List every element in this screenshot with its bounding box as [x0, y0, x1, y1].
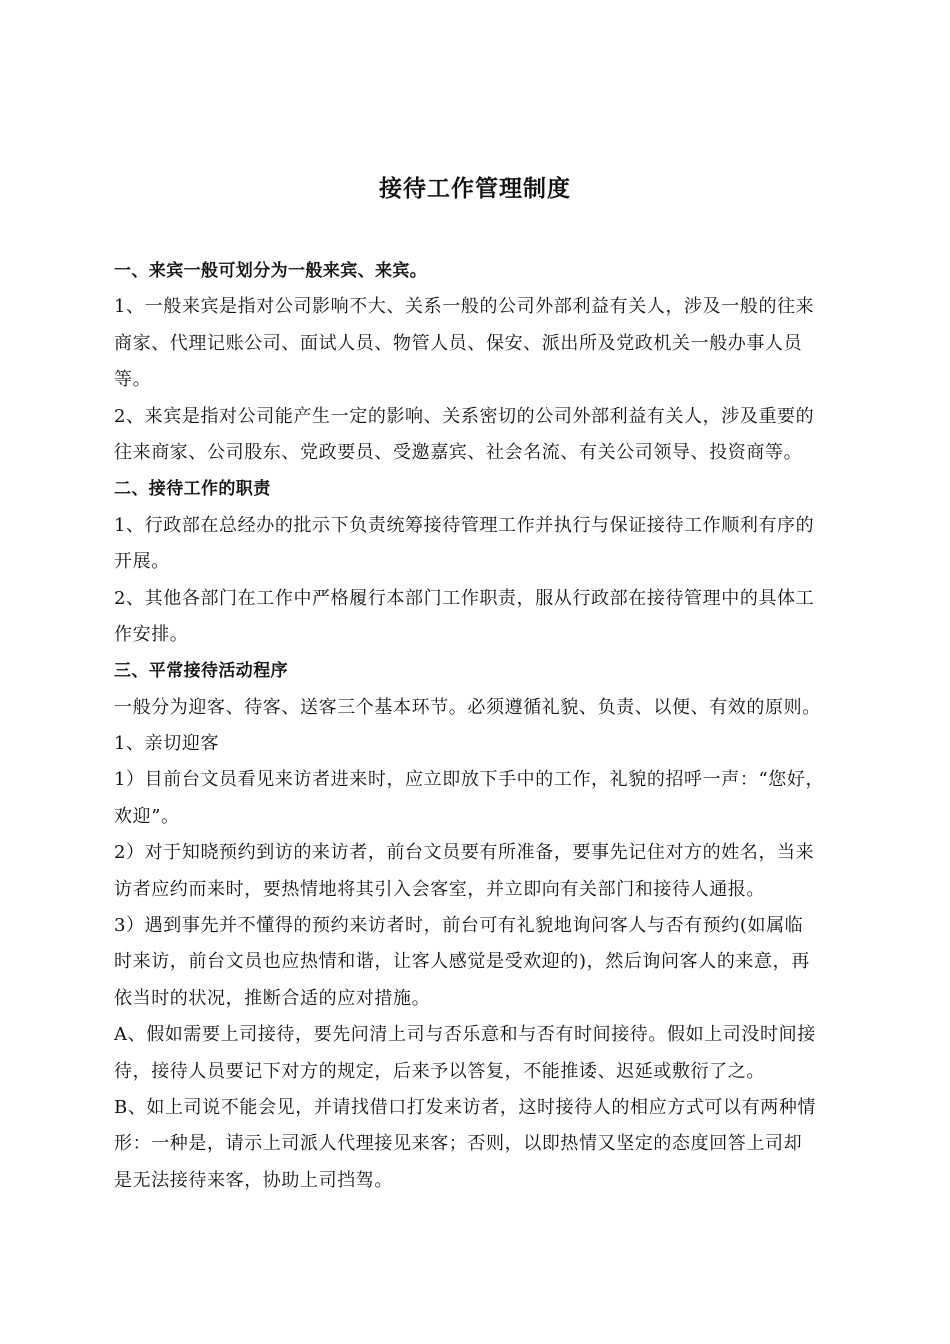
section-heading: 一、来宾一般可划分为一般来宾、来宾。 [114, 261, 428, 281]
section-heading: 二、接待工作的职责 [114, 479, 271, 500]
section-heading: 三、平常接待活动程序 [114, 661, 288, 682]
paragraph-line: 欢迎”。 [114, 805, 180, 827]
paragraph-line: 商家、代理记账公司、面试人员、物管人员、保安、派出所及党政机关一般办事人员 [114, 332, 803, 354]
paragraph-line: 2、其他各部门在工作中严格履行本部门工作职责，服从行政部在接待管理中的具体工 [114, 587, 815, 609]
paragraph-line: 1）目前台文员看见来访者进来时，应立即放下手中的工作，礼貌的招呼一声：“您好， [114, 769, 825, 791]
paragraph-line: 依当时的状况，推断合适的应对措施。 [114, 987, 431, 1009]
paragraph-line: B、如上司说不能会见，并请找借口打发来访者，这时接待人的相应方式可以有两种情 [114, 1096, 817, 1118]
paragraph-line: 3）遇到事先并不懂得的预约来访者时，前台可有礼貌地询问客人与否有预约(如属临 [114, 915, 804, 937]
document-title: 接待工作管理制度 [379, 176, 571, 202]
paragraph-line: 2、来宾是指对公司能产生一定的影响、关系密切的公司外部利益有关人，涉及重要的 [114, 405, 815, 427]
paragraph-line: 形：一种是，请示上司派人代理接见来客；否则，以即热情又坚定的态度回答上司却 [114, 1133, 803, 1155]
paragraph-line: 待，接待人员要记下对方的规定，后来予以答复，不能推诿、迟延或敷衍了之。 [114, 1060, 765, 1082]
paragraph-line: 时来访，前台文员也应热情和谐，让客人感觉是受欢迎的)，然后询问客人的来意，再 [114, 951, 810, 973]
paragraph-line: 1、亲切迎客 [114, 733, 220, 755]
document-body [114, 253, 834, 1199]
paragraph-line: 1、一般来宾是指对公司影响不大、关系一般的公司外部利益有关人，涉及一般的往来 [114, 296, 815, 318]
paragraph-line: 作安排。 [114, 623, 189, 645]
paragraph-line: 等。 [114, 369, 152, 391]
paragraph-line: 一般分为迎客、待客、送客三个基本环节。必须遵循礼貌、负责、以便、有效的原则。 [114, 696, 821, 718]
paragraph-line: A、假如需要上司接待，要先问清上司与否乐意和与否有时间接待。假如上司没时间接 [114, 1024, 816, 1046]
paragraph-line: 访者应约而来时，要热情地将其引入会客室，并立即向有关部门和接待人通报。 [114, 878, 765, 900]
paragraph-line: 1、行政部在总经办的批示下负责统筹接待管理工作并执行与保证接待工作顺利有序的 [114, 514, 815, 536]
paragraph-line: 2）对于知晓预约到访的来访者，前台文员要有所准备，要事先记住对方的姓名，当来 [114, 842, 815, 864]
paragraph-line: 是无法接待来客，协助上司挡驾。 [114, 1169, 393, 1191]
paragraph-line: 往来商家、公司股东、党政要员、受邀嘉宾、社会名流、有关公司领导、投资商等。 [114, 441, 803, 463]
paragraph-line: 开展。 [114, 551, 170, 573]
